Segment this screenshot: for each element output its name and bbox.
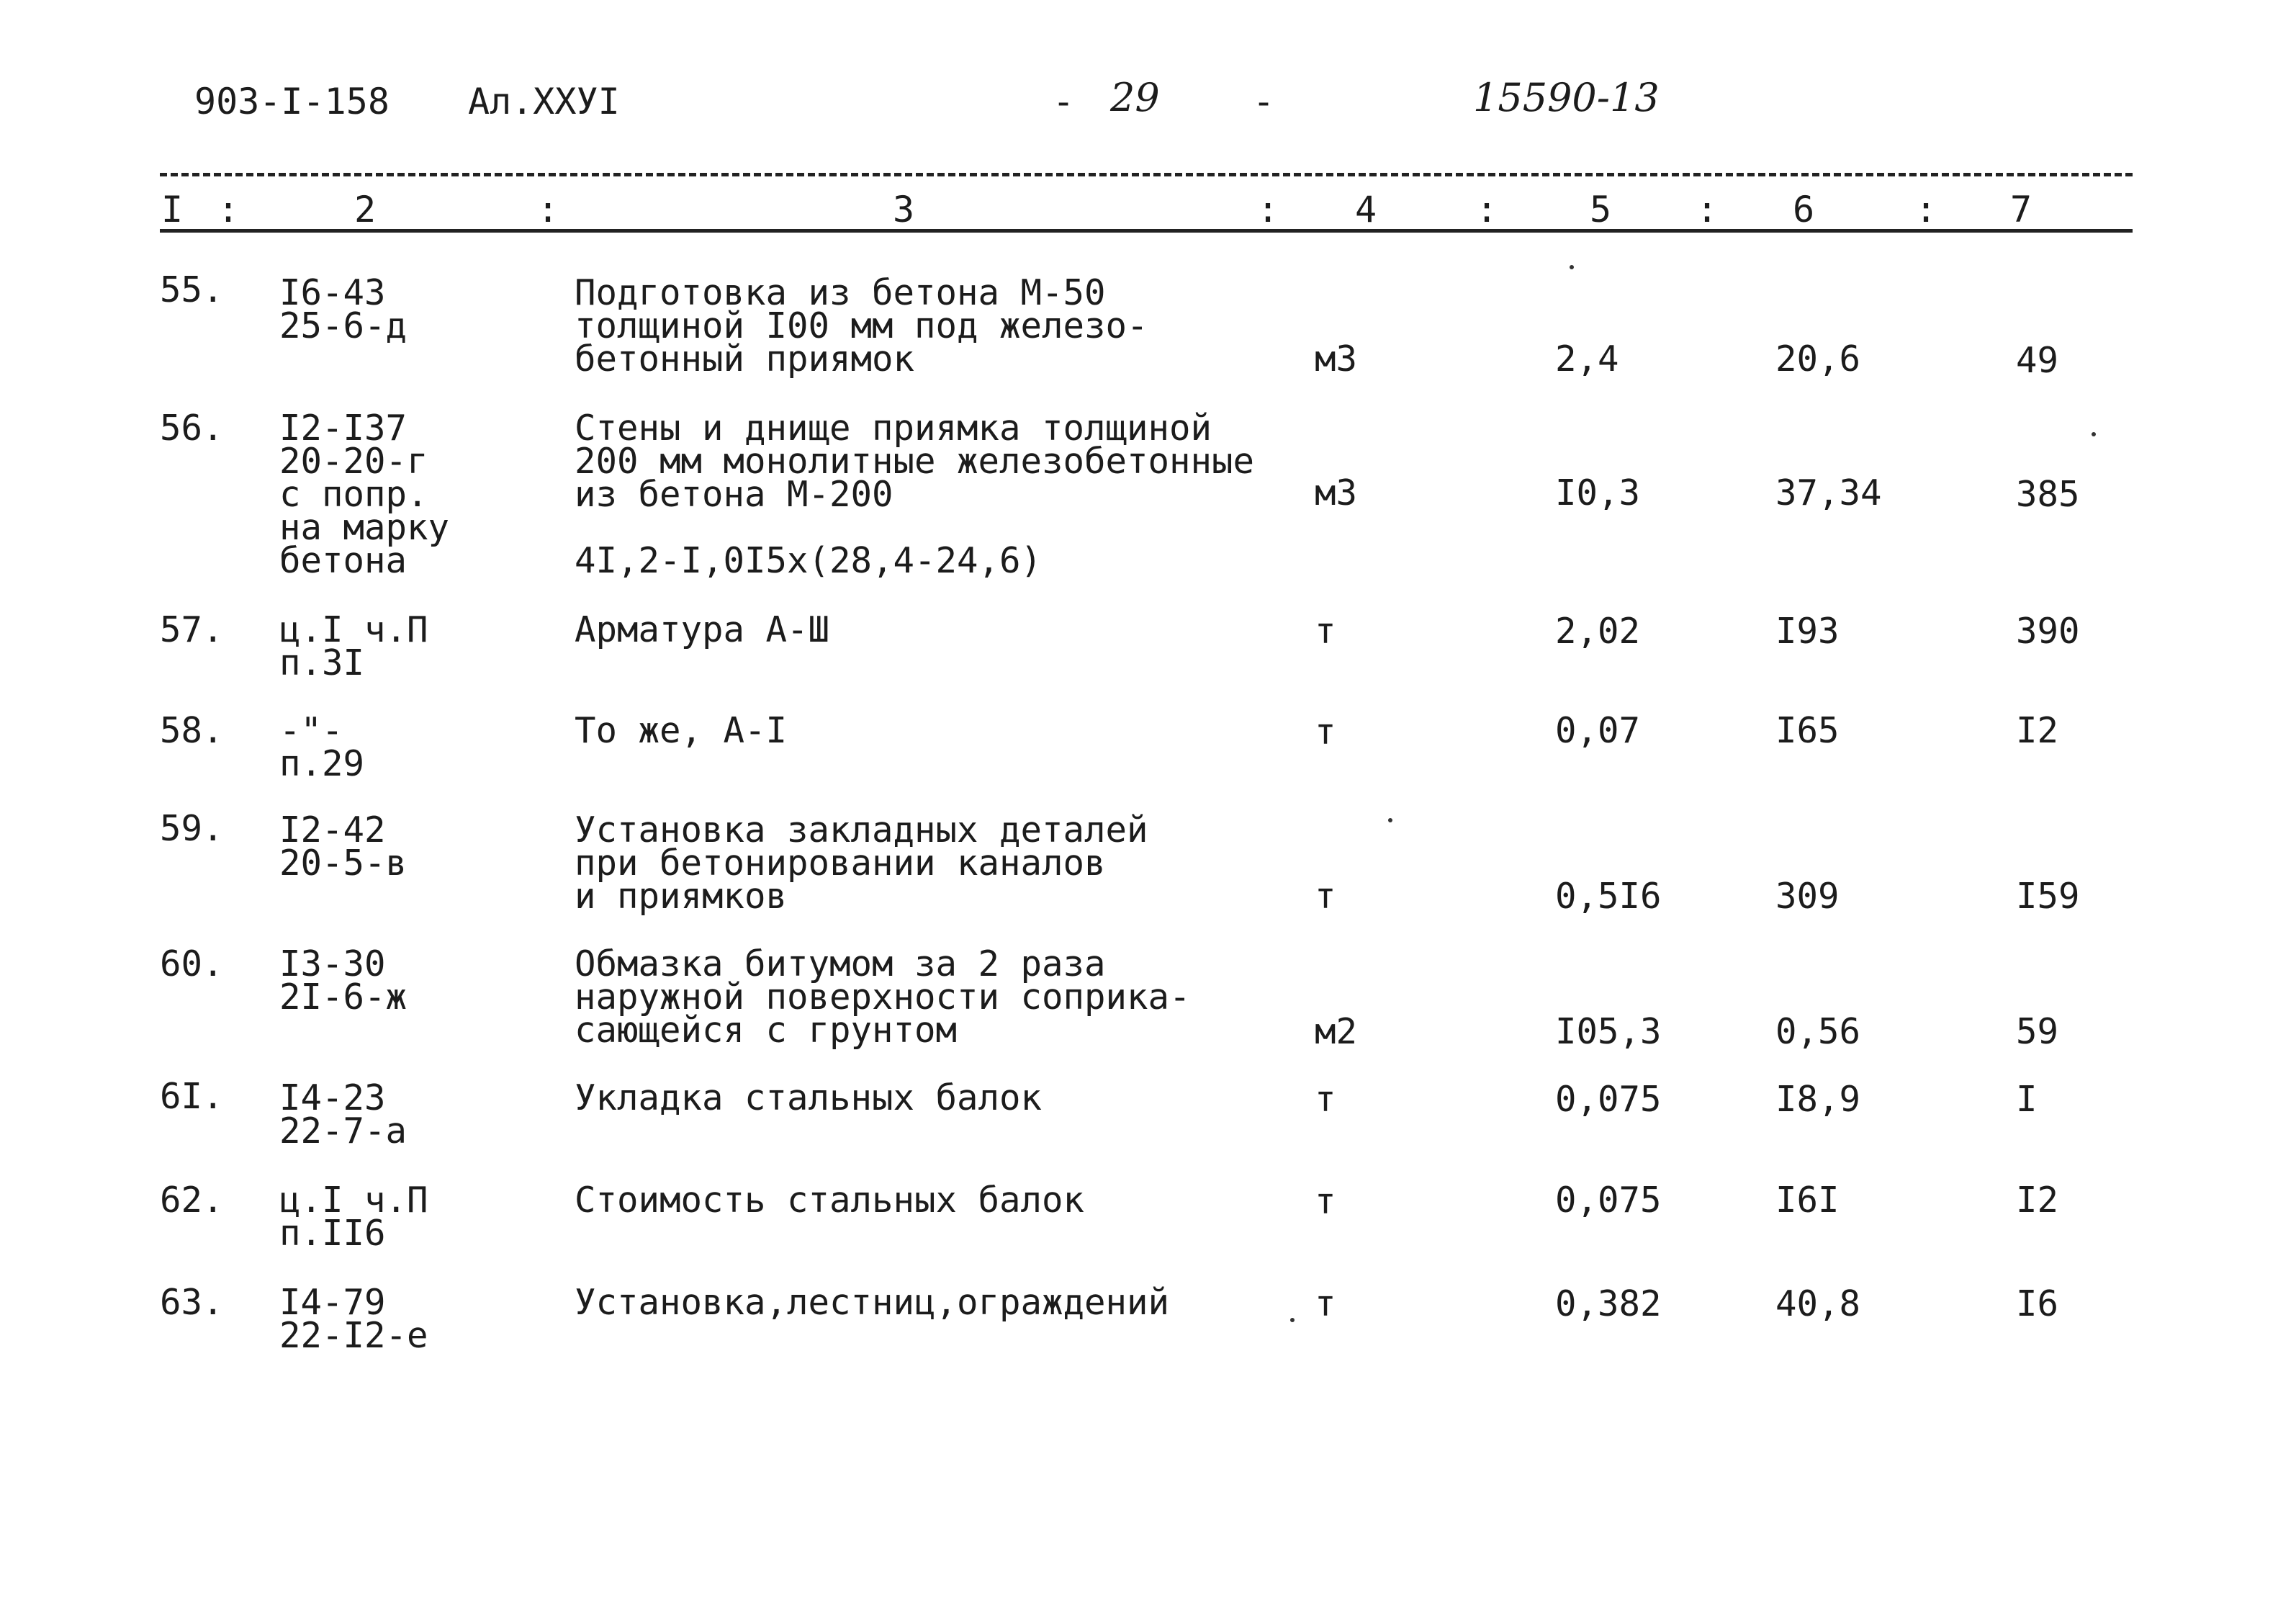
column-separator: : (1696, 189, 1719, 230)
row-62-cost: I2 (2016, 1180, 2059, 1221)
row-57-unit-price: I93 (1775, 611, 1840, 652)
row-58-description: То же, А-I (575, 710, 788, 751)
row-61-unit-price: I8,9 (1775, 1079, 1861, 1120)
row-63-quantity: 0,382 (1555, 1283, 1662, 1324)
column-separator: : (1915, 189, 1937, 230)
row-61-quantity: 0,075 (1555, 1079, 1662, 1120)
row-56-calculation: 4I,2-I,0I5х(28,4-24,6) (575, 540, 1043, 581)
row-62-norm-code: ц.I ч.П п.II6 (279, 1180, 428, 1254)
header-rule-bottom (160, 229, 2133, 233)
row-55-cost: 49 (2016, 340, 2059, 381)
album-number: Ал.XXУI (468, 81, 620, 122)
row-55-quantity: 2,4 (1555, 338, 1619, 380)
row-60-cost: 59 (2016, 1011, 2059, 1052)
scan-speck (1570, 265, 1574, 269)
row-61-description: Укладка стальных балок (575, 1077, 1043, 1118)
row-59-unit-price: 309 (1775, 876, 1840, 917)
row-58-number: 58. (160, 710, 224, 751)
header-rule-top (160, 173, 2133, 176)
column-number-7: 7 (2010, 189, 2032, 230)
scan-speck (2092, 432, 2096, 436)
row-58-unit: т (1315, 712, 1336, 753)
column-separator: : (217, 189, 240, 230)
scan-speck (1388, 818, 1392, 822)
row-63-unit-price: 40,8 (1775, 1283, 1861, 1324)
row-55-description: Подготовка из бетона М-50 толщиной I00 мм под железо- бетонный приямок (575, 272, 1148, 380)
column-number-6: 6 (1793, 189, 1815, 230)
row-63-unit: т (1315, 1283, 1336, 1324)
row-59-unit: т (1315, 876, 1336, 917)
row-55-unit-price: 20,6 (1775, 338, 1861, 380)
column-separator: : (1257, 189, 1279, 230)
row-56-number: 56. (160, 408, 224, 449)
row-58-norm-code: -"- п.29 (279, 710, 365, 784)
scan-speck (1290, 1318, 1295, 1322)
row-62-number: 62. (160, 1180, 224, 1221)
row-57-quantity: 2,02 (1555, 611, 1641, 652)
row-55-number: 55. (160, 269, 224, 310)
row-58-cost: I2 (2016, 710, 2059, 751)
sheet-code: 15590-13 (1473, 75, 1660, 120)
row-62-description: Стоимость стальных балок (575, 1180, 1085, 1221)
column-number-5: 5 (1590, 189, 1612, 230)
row-56-quantity: I0,3 (1555, 472, 1641, 513)
page-dash-left: - (1053, 81, 1075, 122)
row-61-norm-code: I4-23 22-7-а (279, 1077, 408, 1152)
row-63-cost: I6 (2016, 1283, 2059, 1324)
document-code: 903-I-158 (194, 81, 390, 122)
column-separator: : (1476, 189, 1498, 230)
row-56-cost: 385 (2016, 474, 2080, 515)
row-60-unit-price: 0,56 (1775, 1011, 1861, 1052)
row-59-description: Установка закладных деталей при бетонировании каналов и приямков (575, 809, 1148, 917)
row-61-unit: т (1315, 1079, 1336, 1120)
column-separator: : (537, 189, 559, 230)
row-61-number: 6I. (160, 1076, 224, 1117)
page-number: 29 (1110, 75, 1160, 120)
row-56-unit-price: 37,34 (1775, 472, 1882, 513)
row-63-description: Установка,лестниц,ограждений (575, 1282, 1170, 1323)
row-63-norm-code: I4-79 22-I2-е (279, 1282, 428, 1356)
row-57-cost: 390 (2016, 611, 2080, 652)
row-56-unit: м3 (1315, 472, 1358, 513)
row-59-number: 59. (160, 808, 224, 849)
row-58-unit-price: I65 (1775, 710, 1840, 751)
row-60-quantity: I05,3 (1555, 1011, 1662, 1052)
row-63-number: 63. (160, 1282, 224, 1323)
row-57-number: 57. (160, 609, 224, 650)
column-number-2: 2 (354, 189, 377, 230)
row-57-norm-code: ц.I ч.П п.3I (279, 609, 428, 683)
row-62-quantity: 0,075 (1555, 1180, 1662, 1221)
column-number-3: 3 (893, 189, 915, 230)
row-60-description: Обмазка битумом за 2 раза наружной поверхности соприка- сающейся с грунтом (575, 943, 1191, 1051)
row-61-cost: I (2016, 1079, 2038, 1120)
row-56-norm-code: I2-I37 20-20-г с попр. на марку бетона (279, 408, 450, 581)
page-dash-right: - (1253, 81, 1275, 122)
row-59-norm-code: I2-42 20-5-в (279, 809, 408, 884)
row-62-unit-price: I6I (1775, 1180, 1840, 1221)
column-number-1: I (161, 189, 184, 230)
row-58-quantity: 0,07 (1555, 710, 1641, 751)
row-57-unit: т (1315, 611, 1336, 652)
row-57-description: Арматура А-Ш (575, 609, 830, 650)
row-62-unit: т (1315, 1181, 1336, 1222)
row-59-cost: I59 (2016, 876, 2080, 917)
row-60-number: 60. (160, 943, 224, 984)
row-59-quantity: 0,5I6 (1555, 876, 1662, 917)
row-60-norm-code: I3-30 2I-6-ж (279, 943, 408, 1018)
row-55-norm-code: I6-43 25-6-д (279, 272, 408, 346)
row-60-unit: м2 (1315, 1011, 1358, 1052)
column-number-4: 4 (1355, 189, 1377, 230)
row-56-description: Стены и днище приямка толщиной 200 мм монолитные железобетонные из бетона М-200 (575, 408, 1255, 515)
row-55-unit: м3 (1315, 338, 1358, 380)
